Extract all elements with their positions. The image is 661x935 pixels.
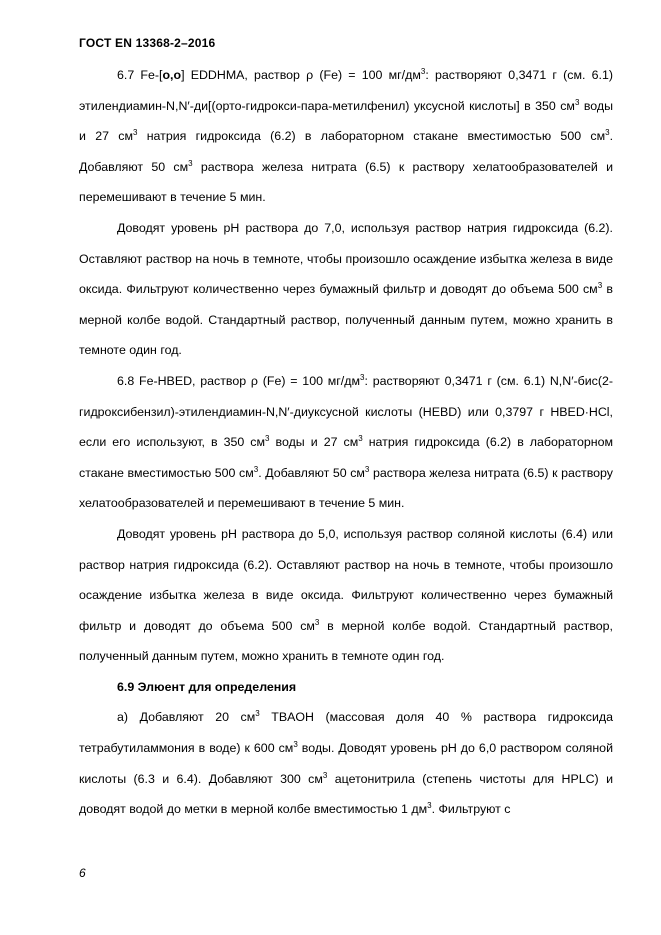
paragraph-6-7: 6.7 Fe-[о,о] EDDHMA, раствор ρ (Fe) = 100 $мг/дм^3$: растворяют 0,3471 г (см. 6.1) этилендиамин-N,N′-ди[(орто-гидрокси-пара-метилфенил) уксусной кислоты] в 350 $см^3$ воды и 27 $см^3$ натрия гидроксида (6.2) в лабораторном стакане вместимостью 500 $см^3$. Добавляют 50 $см^3$ раствора железа нитрата (6.5) к раствору хелатообразователей и перемешивают в течение 5 мин. (79, 66, 614, 205)
superscript: 3 (253, 464, 259, 474)
superscript: 3 (364, 464, 370, 474)
superscript: 3 (314, 617, 320, 627)
paragraph-6-8-ph: Доводят уровень pH раствора до 5,0, используя раствор соляной кислоты (6.4) или раствор натрия гидроксида (6.2). Оставляют раствор на ночь в темноте, чтобы произошло осаждение избытка железа в виде оксида. Фильтруют количественно через бумажный фильтр и доводят до объема 500 $см^3$ в мерной колбе водой. Стандартный раствор, полученный данным путем, можно хранить в темноте один год. (79, 526, 614, 664)
superscript: 3 (427, 801, 432, 811)
paragraph-6-9-a: а) Добавляют 20 $см^3$ TBAOH (массовая доля 40 % раствора гидроксида тетрабутиламмония в воде) к 600 $см^3$ воды. Доводят уровень pH до 6,0 раствором соляной кислоты (6.3 и 6.4). Добавляют 300 $см^3$ ацетонитрила (степень чистоты для HPLC) и доводят водой до метки в мерной колбе вместимостью 1 $дм^3$. Фильтруют с (79, 709, 613, 817)
document-body (79, 60, 613, 825)
paragraph-6-8: 6.8 Fe-HBED, раствор ρ (Fe) = 100 $мг/дм^3$: растворяют 0,3471 г (см. 6.1) N,N′-бис(2-гидроксибензил)-этилендиамин-N,N′-диуксусной кислоты (HEBD) или 0,3797 г HBED·HCl, если его используют, в 350 $см^3$ воды и 27 $см^3$ натрия гидроксида (6.2) в лабораторном стакане вместимостью 500 $см^3$. Добавляют 50 $см^3$ раствора железа нитрата (6.5) к раствору хелатообразователей и перемешивают в течение 5 мин. (79, 372, 614, 511)
page-number: 6 (79, 866, 86, 880)
superscript: 3 (322, 770, 328, 780)
section-heading-6-9: 6.9 Элюент для определения (117, 679, 297, 694)
superscript: 3 (188, 158, 193, 168)
superscript: 3 (420, 66, 426, 76)
superscript: 3 (255, 709, 260, 719)
document-header: ГОСТ EN 13368-2–2016 (79, 36, 216, 50)
paragraph-6-7-ph: Доводят уровень pH раствора до 7,0, используя раствор натрия гидроксида (6.2). Оставляют раствор на ночь в темноте, чтобы произошло осаждение избытка железа в виде оксида. Фильтруют количественно через бумажный фильтр и доводят до объема 500 $см^3$ в мерной колбе водой. Стандартный раствор, полученный данным путем, можно хранить в темноте один год. (79, 220, 613, 358)
superscript: 3 (574, 97, 580, 107)
superscript: 3 (265, 434, 270, 443)
superscript: 3 (605, 128, 610, 138)
bold-oo: о,о (162, 68, 182, 82)
superscript: 3 (293, 739, 298, 749)
superscript: 3 (597, 281, 603, 291)
superscript: 3 (132, 128, 138, 138)
superscript: 3 (358, 434, 363, 443)
superscript: 3 (360, 372, 365, 382)
